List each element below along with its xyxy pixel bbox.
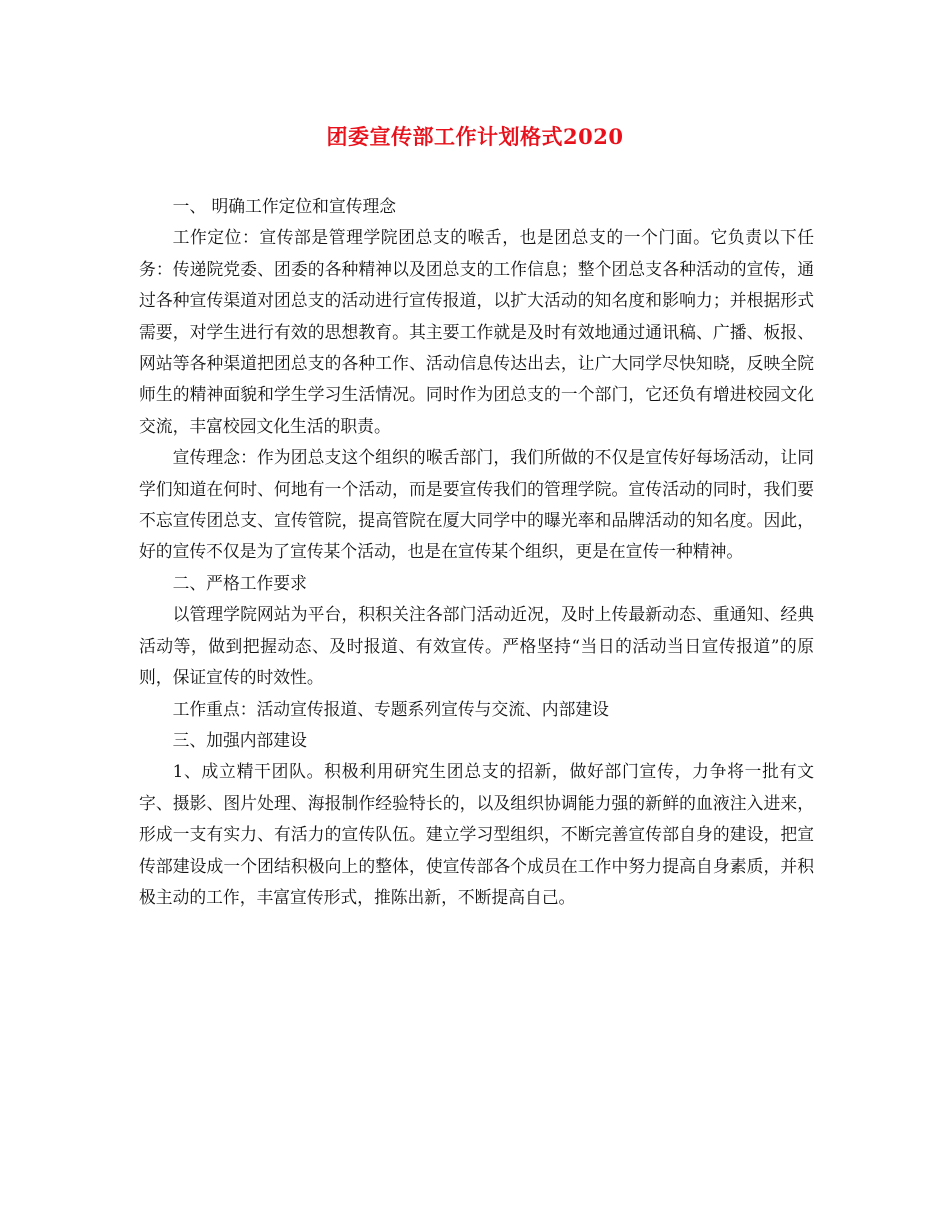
paragraph-build-team: 1、成立精干团队。积极利用研究生团总支的招新，做好部门宣传，力争将一批有文字、摄影、图片处理、海报制作经验特长的，以及组织协调能力强的新鲜的血液注入进来，形成一支有实力、有活力的宣传队伍。建立学习型组织，不断完善宣传部自身的建设，把宣传部建设成一个团结积极向上的整体，使宣传部各个成员在工作中努力提高自身素质，并积极主动的工作，丰富宣传形式，推陈出新，不断提高自己。 bbox=[139, 761, 814, 907]
heading-section-1: 一、 明确工作定位和宣传理念 bbox=[172, 196, 397, 216]
paragraph-publicity-concept: 宣传理念：作为团总支这个组织的喉舌部门，我们所做的不仅是宣传好每场活动，让同学们知道在何时、何地有一个活动，而是要宣传我们的管理学院。宣传活动的同时，我们要不忘宣传团总支、宣传管院，提高管院在厦大同学中的曝光率和品牌活动的知名度。因此，好的宣传不仅是为了宣传某个活动，也是在宣传某个组织，更是在宣传一种精神。 bbox=[139, 447, 814, 562]
document-title: 团委宣传部工作计划格式2020 bbox=[326, 124, 624, 149]
document-body bbox=[139, 191, 814, 913]
paragraph-requirements: 以管理学院网站为平台，积积关注各部门活动近况，及时上传最新动态、重通知、经典活动等，做到把握动态、及时报道、有效宣传。严格坚持“当日的活动当日宣传报道”的原则，保证宣传的时效性。 bbox=[139, 604, 814, 688]
heading-section-2: 二、严格工作要求 bbox=[172, 572, 307, 593]
heading-section-3: 三、加强内部建设 bbox=[172, 729, 307, 750]
paragraph-key-points: 工作重点：活动宣传报道、专题系列宣传与交流、内部建设 bbox=[172, 698, 609, 719]
paragraph-work-positioning: 工作定位：宣传部是管理学院团总支的喉舌，也是团总支的一个门面。它负责以下任务：传递院党委、团委的各种精神以及团总支的工作信息；整个团总支各种活动的宣传，通过各种宣传渠道对团总支的活动进行宣传报道，以扩大活动的知名度和影响力；并根据形式需要，对学生进行有效的思想教育。其主要工作就是及时有效地通过通讯稿、广播、板报、网站等各种渠道把团总支的各种工作、活动信息传达出去，让广大同学尽快知晓，反映全院师生的精神面貌和学生学习生活情况。同时作为团总支的一个部门，它还负有增进校园文化交流，丰富校园文化生活的职责。 bbox=[139, 227, 814, 436]
